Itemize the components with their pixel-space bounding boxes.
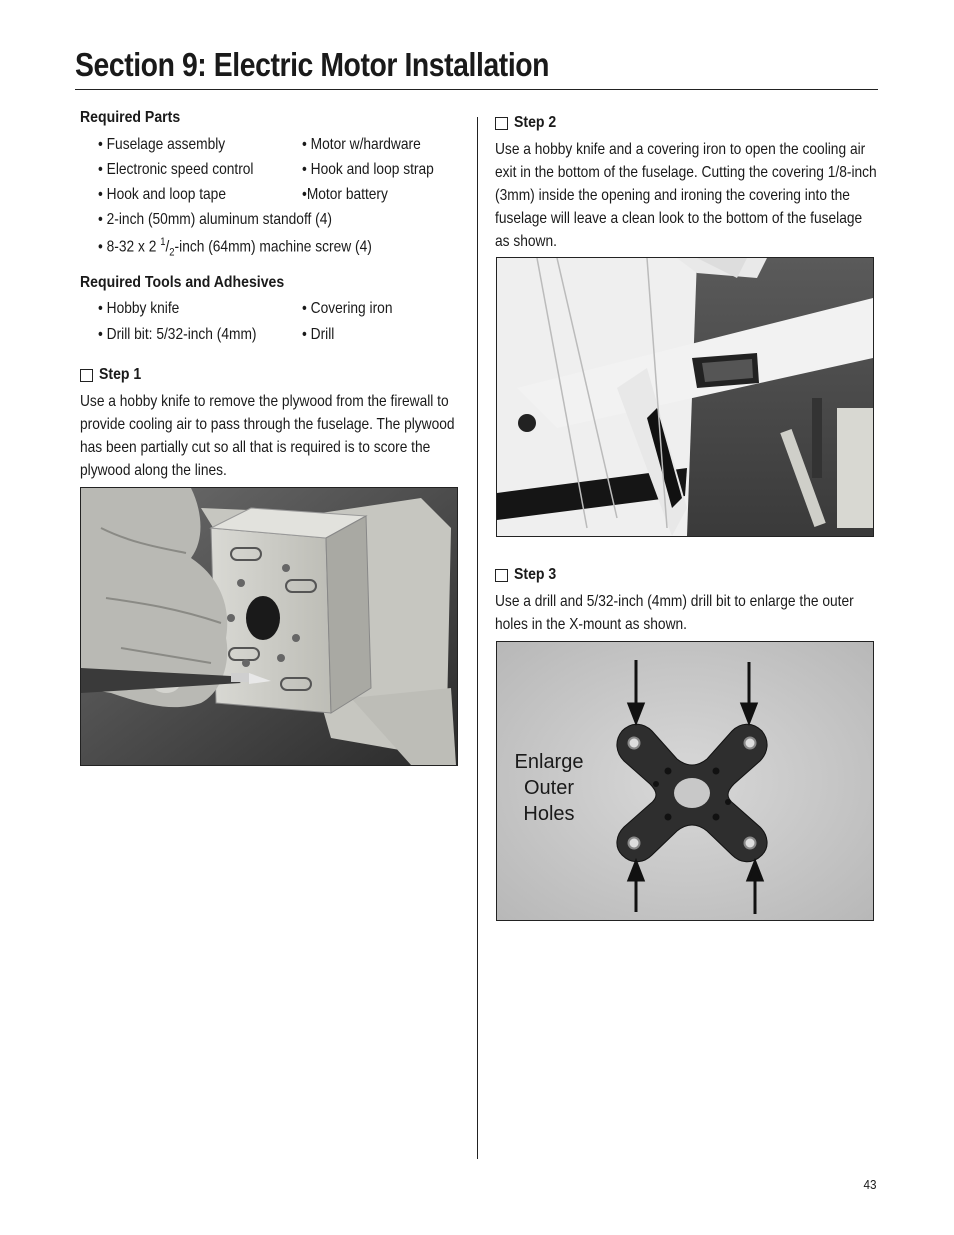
step-1-heading bbox=[80, 366, 147, 384]
step-2-text: Use a hobby knife and a covering iron to open the cooling air exit in the bottom of the fuselage. Cutting the covering 1/8-inch (3mm) inside the opening and ironing the covering into the fuselage will leave a clean look to the bottom of the fuselage as shown. bbox=[495, 141, 877, 250]
step-1-photo bbox=[80, 487, 458, 766]
tool-item: • Hobby knife bbox=[98, 300, 180, 317]
step-2-photo bbox=[496, 257, 874, 537]
required-parts-heading: Required Parts bbox=[80, 109, 181, 126]
step-label: Step 3 bbox=[514, 566, 557, 583]
checkbox-icon[interactable] bbox=[495, 117, 508, 130]
photo-caption-line: Outer bbox=[523, 777, 575, 799]
step-3-text: Use a drill and 5/32-inch (4mm) drill bit to enlarge the outer holes in the X-mount as shown. bbox=[495, 593, 854, 633]
part-item: • Hook and loop strap bbox=[302, 161, 434, 178]
title-rule bbox=[75, 89, 878, 90]
page-number: 43 bbox=[862, 1177, 876, 1192]
tool-item: • Covering iron bbox=[302, 300, 393, 317]
checkbox-icon[interactable] bbox=[80, 369, 93, 382]
step-2-heading bbox=[495, 114, 562, 132]
step-1-text: Use a hobby knife to remove the plywood from the firewall to provide cooling air to pass through the fuselage. The plywood has been partially cut so all that is required is to score the plywood along the lines. bbox=[80, 393, 455, 479]
step-label: Step 2 bbox=[514, 114, 557, 131]
part-item: •Motor battery bbox=[302, 186, 388, 203]
tool-item: • Drill bbox=[302, 326, 335, 343]
part-item: • 2-inch (50mm) aluminum standoff (4) bbox=[98, 211, 332, 228]
part-item-screw: • 8-32 x 2 $^1/_2$-inch (64mm) machine screw (4) bbox=[98, 236, 372, 259]
required-tools-heading: Required Tools and Adhesives bbox=[80, 274, 285, 291]
tool-item: • Drill bit: 5/32-inch (4mm) bbox=[98, 326, 257, 343]
photo-caption-line: Enlarge bbox=[514, 751, 584, 773]
step-3-heading bbox=[495, 566, 562, 584]
column-divider bbox=[477, 117, 478, 1159]
part-item: • Electronic speed control bbox=[98, 161, 254, 178]
step-3-photo bbox=[496, 641, 874, 921]
part-item: • Fuselage assembly bbox=[98, 136, 226, 153]
checkbox-icon[interactable] bbox=[495, 569, 508, 582]
step-label: Step 1 bbox=[99, 366, 142, 383]
part-item: • Motor w/hardware bbox=[302, 136, 421, 153]
page-title: Section 9: Electric Motor Installation bbox=[75, 46, 550, 83]
photo-caption-line: Holes bbox=[523, 803, 575, 825]
part-item: • Hook and loop tape bbox=[98, 186, 226, 203]
